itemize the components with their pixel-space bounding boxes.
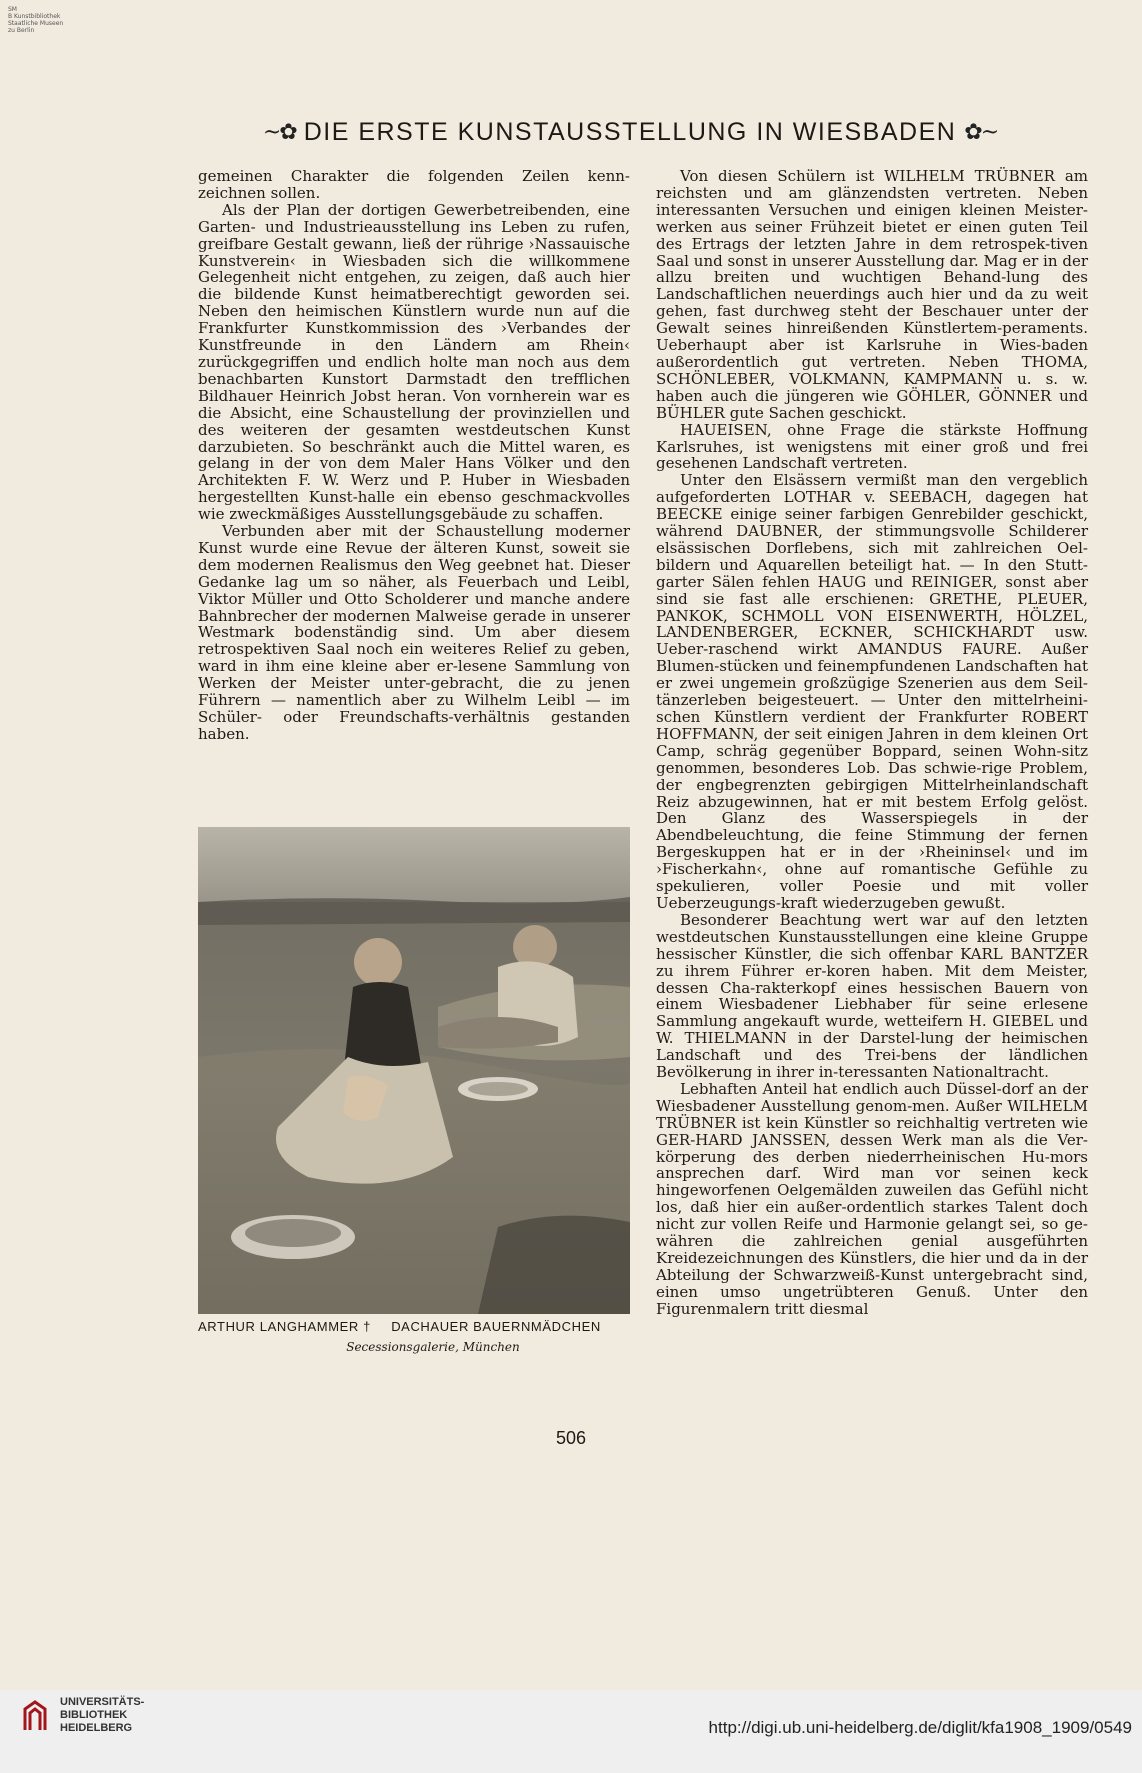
library-logo-text (60, 1696, 144, 1735)
paragraph: Von diesen Schülern ist WILHELM TRÜBNER am reichsten und am glänzendsten vertreten. Neben interessanten Versuchen und einigen kleinen Meister-werken aus seiner Frühzeit bietet er einen guten Teil des Ertrags der letzten Jahre in dem retrospek-tiven Saal und sonst in unserer Ausstellung dar. Mag er in der allzu breiten und wuchtigen Behand-lung des Landschaftlichen neuerdings auch hier und da zu weit gehen, fast durchweg steht der Beschauer unter der Gewalt seines hinreißenden Künstlertem-peraments. Ueberhaupt aber ist Karlsruhe in Wies-baden außerordentlich gut vertreten. Neben THOMA, SCHÖNLEBER, VOLKMANN, KAMPMANN u. s. w. haben auch die jüngeren wie GÖHLER, GÖNNER und BÜHLER gute Sachen geschickt. (656, 167, 1088, 422)
logo-line: HEIDELBERG (60, 1722, 133, 1734)
artwork-location: Secessionsgalerie, München (346, 1340, 520, 1354)
artist-name: ARTHUR LANGHAMMER † (198, 1319, 371, 1334)
paragraph: Verbunden aber mit der Schaustellung moderner Kunst wurde eine Revue der älteren Kunst, soweit sie dem modernen Realismus den Weg geebnet hat. Dieser Gedanke lag um so näher, als Feuerbach und Leibl, Viktor Müller und Otto Scholderer und manche andere Bahnbrecher der modernen Malweise gerade in unserer Westmark bodenständig sind. Um aber diesem retrospektiven Saal noch ein weiteres Relief zu geben, ward in ihm eine kleine aber er-lesene Sammlung von Werken der Meister unter-gebracht, die zu jenen Führern — namentlich aber zu Wilhelm Leibl — im Schüler- oder Freundschafts-verhältnis gestanden haben. (198, 522, 630, 743)
page-number: 506 (555, 1428, 587, 1448)
left-column (198, 168, 630, 743)
library-logo[interactable] (22, 1696, 144, 1735)
figure-caption (198, 1319, 668, 1334)
stamp-line: B Kunstbibliothek (8, 13, 61, 20)
library-logo-icon (22, 1699, 48, 1733)
paragraph: gemeinen Charakter die folgenden Zeilen kenn-zeichnen sollen. (198, 167, 630, 202)
logo-line: BIBLIOTHEK (60, 1709, 128, 1721)
paragraph: HAUEISEN, ohne Frage die stärkste Hoffnung Karlsruhes, ist wenigstens mit einer groß und frei gesehenen Landschaft vertreten. (656, 420, 1088, 473)
artwork-title: DACHAUER BAUERNMÄDCHEN (391, 1319, 601, 1334)
ornament-right-icon: ✿~ (964, 119, 998, 145)
paragraph: Lebhaften Anteil hat endlich auch Düssel-dorf an der Wiesbadener Ausstellung genom-men. Außer WILHELM TRÜBNER ist kein Künstler so reichhaltig vertreten wie GER-HARD JANSSEN, dessen Werk man als die Ver-körperung des derben niederrheinischen Hu-mors ansprechen darf. Wird man vor seinen keck hingeworfenen Oelgemälden zuweilen das Gefühl nicht los, daß hier ein außer-ordentlich starkes Talent doch nicht zur vollen Reife und Harmonie gelangt sei, so ge-währen die zahlreichen genial ausgeführten Kreidezeichnungen des Künstlers, die hier und da in der Abteilung der Schwarzweiß-Kunst untergebracht sind, einen umso ungetrübteren Genuß. Unter den Figurenmalern tritt diesmal (656, 1079, 1088, 1318)
stamp-line: SM (8, 6, 17, 13)
running-header (240, 112, 1020, 152)
permalink-url[interactable]: http://digi.ub.uni-heidelberg.de/diglit/kfa1908_1909/0549 (708, 1718, 1132, 1737)
logo-line: UNIVERSITÄTS- (60, 1696, 145, 1708)
stamp-line: zu Berlin (8, 27, 35, 34)
stamp-line: Staatliche Museen (8, 20, 64, 27)
paragraph: Als der Plan der dortigen Gewerbetreibenden, eine Garten- und Industrieausstellung ins Leben zu rufen, greifbare Gestalt gewann, ließ der rührige ›Nassauische Kunstverein‹ in Wiesbaden sich die willkommene Gelegenheit nicht entgehen, zu zeigen, daß auch hier die bildende Kunst heimatberechtigt geworden sei. Neben den heimischen Künstlern wurde nun auf die Frankfurter Kunstkommission des ›Verbandes der Kunstfreunde in den Ländern am Rhein‹ zurückgegriffen und endlich holte man noch aus dem benachbarten Kunstort Darmstadt den trefflichen Bildhauer Heinrich Jobst heran. Von vornherein war es die Absicht, eine Schaustellung der provinziellen und des weiteren der gesamten westdeutschen Kunst darzubieten. So beschränkt auch die Mittel waren, es gelang in der von dem Maler Hans Völker und den Architekten F. W. Werz und P. Huber in Wiesbaden hergestellten Kunst-halle ein ebenso geschmackvolles wie zweckmäßiges Ausstellungsgebäude zu schaffen. (198, 200, 630, 524)
ornament-left-icon: ~✿ (262, 119, 296, 145)
painting-image (198, 827, 630, 1314)
painting-reproduction (198, 827, 630, 1314)
right-column (656, 168, 1088, 1318)
page-title: DIE ERSTE KUNSTAUSSTELLUNG IN WIESBADEN (303, 117, 957, 146)
library-stamp (8, 6, 98, 34)
paragraph: Besonderer Beachtung wert war auf den letzten westdeutschen Kunstausstellungen eine kleine Gruppe hessischer Künstler, die sich offenbar KARL BANTZER zu ihrem Führer er-koren haben. Mit dem Meister, dessen Cha-rakterkopf eines hessischen Bauern von einem Wiesbadener Liebhaber für seine erlesene Sammlung angekauft wurde, wetteifern H. GIEBEL und W. THIELMANN in der Darstel-lung der heimischen Landschaft und des Trei-bens der ländlichen Bevölkerung in ihrer in-teressanten Nationaltracht. (656, 910, 1088, 1082)
paragraph: Unter den Elsässern vermißt man den vergeblich aufgeforderten LOTHAR v. SEEBACH, dagegen hat BEECKE einige seiner farbigen Genrebilder geschickt, während DAUBNER, der stimmungsvolle Schilderer elsässischen Dorflebens, sich mit zahlreichen Oel-bildern und Aquarellen beteiligt hat. — In den Stutt-garter Sälen fehlen HAUG und REINIGER, sonst aber sind sie fast alle erschienen: GRETHE, PLEUER, PANKOK, SCHMOLL VON EISENWERTH, HÖLZEL, LANDENBERGER, ECKNER, SCHICKHARDT usw. Ueber-raschend wirkt AMANDUS FAURE. Außer Blumen-stücken und feinempfundenen Landschaften hat er zwei ungemein großzügige Szenerien aus dem Seil-tänzerleben beigesteuert. — Unter den mittelrheini-schen Künstlern verdient der Frankfurter ROBERT HOFFMANN, der seit einigen Jahren in dem kleinen Ort Camp, schräg gegenüber Boppard, seinen Wohn-sitz genommen, besonderes Lob. Das schwie-rige Problem, der engbegrenzten gebirgigen Mittelrheinlandschaft Reiz abzugewinnen, hat er mit bestem Erfolg gelöst. Den Glanz des Wasserspiegels in der Abendbeleuchtung, die feine Stimmung der fernen Bergeskuppen hat er in der ›Rheininsel‹ und im ›Fischerkahn‹, ohne auf romantische Gefühle zu spekulieren, voller Poesie und mit voller Ueberzeugungs-kraft wiederzugeben gewußt. (656, 471, 1088, 912)
